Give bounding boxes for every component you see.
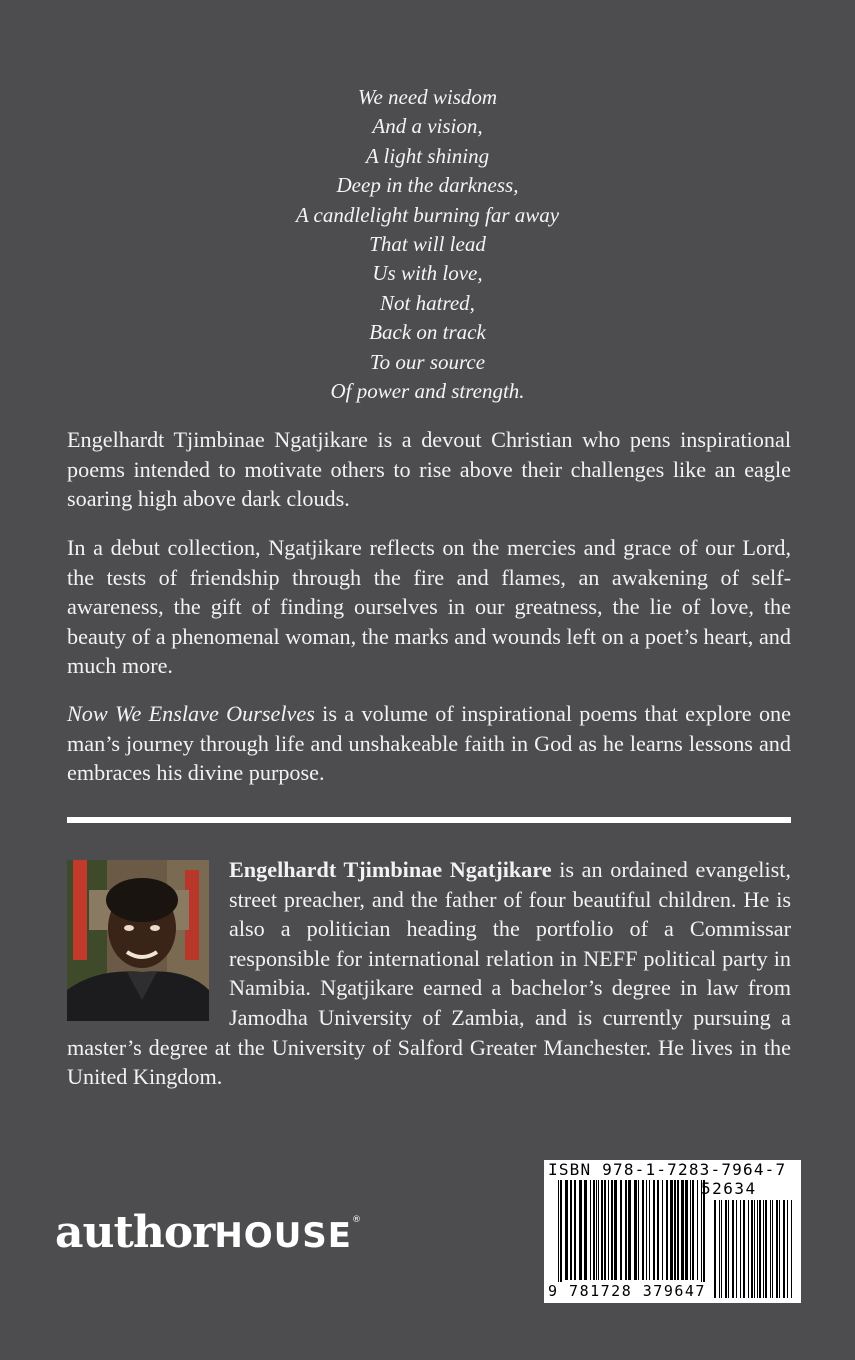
description-paragraph-2: In a debut collection, Ngatjikare reflects on the mercies and grace of our Lord, the tests of friendship through the fire and flames, an awakening of self-awareness, the gift of finding ourselves in our greatness, the lie of love, the beauty of a phenomenal woman, the marks and wounds left on a poet’s heart, and much more. xyxy=(67,535,791,679)
poem-line: That will lead xyxy=(369,232,486,257)
barcode-bar xyxy=(642,1180,644,1280)
barcode-bar xyxy=(614,1180,617,1280)
barcode-bar xyxy=(649,1180,650,1280)
barcode-bar xyxy=(608,1180,609,1280)
book-title: Now We Enslave Ourselves xyxy=(67,701,315,726)
barcode-bar xyxy=(646,1180,647,1280)
barcode-bar xyxy=(574,1180,576,1280)
barcode-bar xyxy=(625,1180,627,1280)
isbn-barcode xyxy=(544,1160,801,1303)
poem-line: And a vision, xyxy=(372,114,483,139)
barcode-bar xyxy=(596,1180,597,1280)
barcode-bar xyxy=(584,1180,587,1280)
poem-line: Of power and strength. xyxy=(330,379,525,404)
barcode-bar xyxy=(560,1180,562,1288)
poem-line: A light shining xyxy=(365,143,490,168)
ean-digits: 9 781728 379647 xyxy=(548,1282,708,1300)
price-barcode-bar xyxy=(725,1200,727,1298)
price-barcode-bar xyxy=(748,1200,749,1298)
poem-line: Deep in the darkness, xyxy=(336,173,519,198)
price-barcode-bar xyxy=(719,1200,720,1298)
barcode-bar xyxy=(685,1180,688,1280)
isbn-label: ISBN 978-1-7283-7964-7 xyxy=(548,1160,787,1179)
poem-line: Back on track xyxy=(369,320,486,345)
barcode-bar xyxy=(638,1180,639,1280)
barcode-bar xyxy=(690,1180,691,1280)
publisher-logo xyxy=(55,1207,361,1262)
barcode-bar xyxy=(570,1180,572,1280)
barcode-bar xyxy=(628,1180,631,1280)
price-barcode-bar xyxy=(751,1200,753,1298)
price-barcode-bar xyxy=(787,1200,788,1298)
price-barcode-bar xyxy=(763,1200,764,1298)
barcode-bar xyxy=(579,1180,582,1280)
description-paragraph-3-text: is a volume of inspirational poems that explore one man’s journey through life and unshakeable faith in God as he learns lessons and embraces his divine purpose. xyxy=(67,701,791,786)
barcode-bar xyxy=(620,1180,622,1280)
divider-rule xyxy=(67,817,791,823)
barcode-bar xyxy=(697,1180,698,1280)
barcode-bar xyxy=(590,1180,591,1280)
price-barcode-bar xyxy=(721,1200,722,1298)
author-bio xyxy=(67,855,791,1092)
price-barcode-bar xyxy=(776,1200,778,1298)
logo-house-text: HOUSE xyxy=(214,1216,353,1256)
barcode-bar xyxy=(674,1180,676,1280)
poem-line: We need wisdom xyxy=(357,85,498,109)
price-code: 52634 xyxy=(701,1179,757,1198)
barcode-bar xyxy=(593,1180,595,1280)
price-barcode-bar xyxy=(714,1200,716,1298)
barcode-bar xyxy=(666,1180,668,1280)
barcode-bar xyxy=(681,1180,684,1280)
price-barcode-bar xyxy=(736,1200,737,1298)
price-barcode-bar xyxy=(772,1200,773,1298)
barcode-bar xyxy=(657,1180,659,1280)
poem-line: Us with love, xyxy=(372,261,483,286)
price-barcode-bar xyxy=(743,1200,745,1298)
price-barcode-bar xyxy=(759,1200,761,1298)
barcode-bar xyxy=(601,1180,603,1280)
description-paragraph-1: Engelhardt Tjimbinae Ngatjikare is a devout Christian who pens inspirational poems intended to motivate others to rise above their challenges like an eagle soaring high above dark clouds. xyxy=(67,427,791,512)
barcode-bar xyxy=(692,1180,694,1280)
logo-author-text: author xyxy=(55,1207,215,1258)
barcode-bar xyxy=(670,1180,673,1280)
price-barcode-bar xyxy=(728,1200,729,1298)
price-barcode-bar xyxy=(783,1200,785,1298)
poem xyxy=(0,83,855,406)
barcode-bar xyxy=(677,1180,679,1280)
poem-line: To our source xyxy=(369,349,486,374)
price-barcode-bar xyxy=(770,1200,771,1298)
price-barcode-bar xyxy=(791,1200,792,1298)
barcode-bar xyxy=(604,1180,606,1280)
author-bio-text: is an ordained evangelist, street preacher, and the father of four beautiful children. He is also a politician heading the portfolio of a Commissar responsible for international relation in NEFF political party in Namibia. Ngatjikare earned a bachelor’s degree in law from Jamodha University of Zambia, and is currently pursuing a master’s degree at the University of Salford Greater Manchester. He lives in the United Kingdom. xyxy=(67,857,791,1090)
poem-line: Not hatred, xyxy=(380,290,475,315)
price-barcode-bar xyxy=(757,1200,758,1298)
price-barcode-bar xyxy=(732,1200,734,1298)
barcode-bar xyxy=(653,1180,655,1280)
description-paragraph-3 xyxy=(67,699,791,788)
barcode-bar xyxy=(598,1180,599,1280)
poem-line: A candlelight burning far away xyxy=(295,202,560,227)
barcode-bar xyxy=(662,1180,663,1280)
registered-mark: ® xyxy=(352,1215,362,1225)
price-barcode-bar xyxy=(754,1200,755,1298)
barcode-bar xyxy=(565,1180,568,1280)
author-name: Engelhardt Tjimbinae Ngatjikare xyxy=(229,857,552,882)
price-barcode-bar xyxy=(765,1200,767,1298)
barcode-bar xyxy=(611,1180,613,1280)
barcode-bar xyxy=(558,1180,559,1288)
price-barcode-bar xyxy=(779,1200,780,1298)
barcode-bar xyxy=(634,1180,637,1280)
price-barcode-bar xyxy=(740,1200,741,1298)
